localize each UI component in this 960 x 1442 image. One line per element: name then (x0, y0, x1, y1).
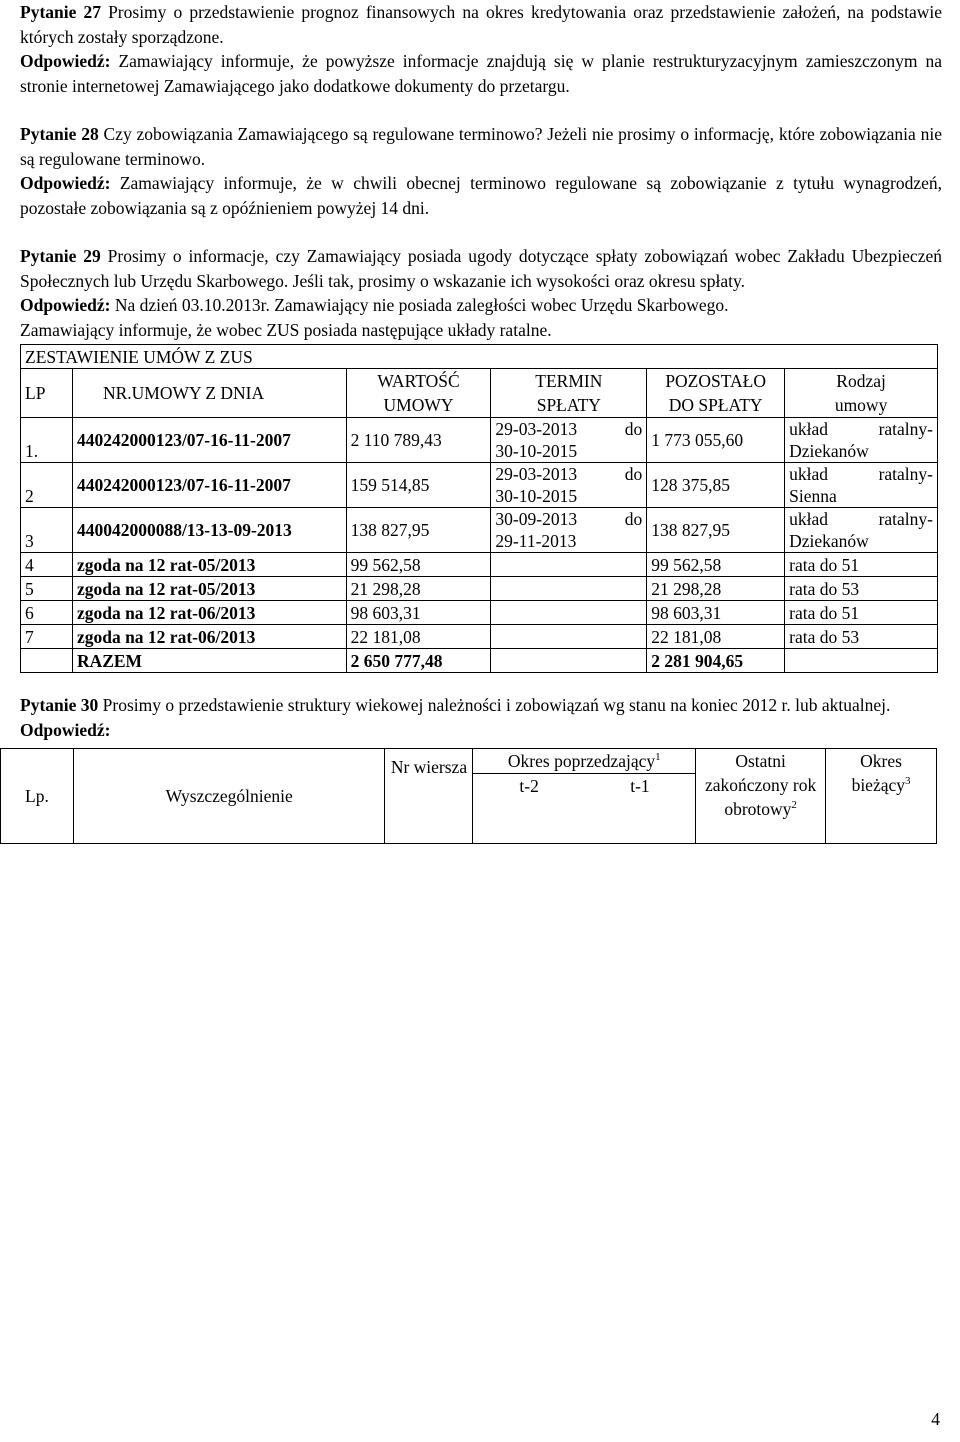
col-header-t1: t-1 (585, 774, 696, 844)
question-28-label: Pytanie 28 (20, 124, 99, 144)
question-28 (20, 122, 942, 171)
row-termin: 30-09-2013 do 29-11-2013 (491, 508, 647, 553)
row-rodzaj: układ ratalny- Dziekanów (785, 418, 938, 463)
zus-table-title: ZESTAWIENIE UMÓW Z ZUS (21, 345, 938, 369)
table-row (21, 553, 938, 577)
page-number: 4 (931, 1409, 940, 1429)
col-header-pozostalo: POZOSTAŁO DO SPŁATY (647, 369, 785, 418)
row-wartosc: 138 827,95 (346, 508, 491, 553)
row-lp: 2 (21, 463, 73, 508)
row-rodzaj: rata do 53 (785, 625, 938, 649)
row-rodzaj: rata do 51 (785, 601, 938, 625)
row-pozostalo: 1 773 055,60 (647, 418, 785, 463)
row-rodzaj: układ ratalny- Sienna (785, 463, 938, 508)
row-pozostalo: 128 375,85 (647, 463, 785, 508)
row-lp: 4 (21, 553, 73, 577)
zus-agreements-table (20, 344, 938, 673)
age-structure-table (0, 748, 937, 844)
row-termin (491, 553, 647, 577)
col-header-lp: Lp. (1, 749, 74, 844)
col-header-rodzaj: Rodzaj umowy (785, 369, 938, 418)
answer-29 (20, 293, 942, 318)
question-27 (20, 0, 942, 49)
row-termin (491, 577, 647, 601)
answer-28 (20, 171, 942, 220)
row-wartosc: 98 603,31 (346, 601, 491, 625)
answer-29-line2: Zamawiający informuje, że wobec ZUS posiada następujące układy ratalne. (20, 319, 552, 340)
row-termin: 29-03-2013 do 30-10-2015 (491, 418, 647, 463)
row-rodzaj: układ ratalny- Dziekanów (785, 508, 938, 553)
col-header-nr-wiersza: Nr wiersza (385, 749, 473, 844)
question-30 (20, 693, 942, 718)
answer-29-text: Na dzień 03.10.2013r. Zamawiający nie posiada zaległości wobec Urzędu Skarbowego. (110, 295, 729, 315)
document-page (20, 0, 942, 844)
row-nr-umowy: 440242000123/07-16-11-2007 (72, 418, 346, 463)
row-pozostalo: 22 181,08 (647, 625, 785, 649)
answer-27 (20, 49, 942, 98)
col-header-termin: TERMIN SPŁATY (491, 369, 647, 418)
col-header-t2: t-2 (473, 774, 585, 844)
col-header-okres-poprzedzajacy: Okres poprzedzający$^1$ (473, 749, 696, 774)
row-pozostalo: 138 827,95 (647, 508, 785, 553)
row-wartosc: 21 298,28 (346, 577, 491, 601)
row-lp: 3 (21, 508, 73, 553)
answer-27-label: Odpowiedź: (20, 51, 111, 71)
question-29-label: Pytanie 29 (20, 246, 101, 266)
question-29-text: Prosimy o informacje, czy Zamawiający posiada ugody dotyczące spłaty zobowiązań wobec Zakładu Ubezpieczeń Społecznych lub Urzędu Skarbowego. Jeśli tak, prosimy o wskazanie ich wysokości oraz okresu spłaty. (20, 246, 942, 291)
row-pozostalo: 98 603,31 (647, 601, 785, 625)
answer-30 (20, 718, 942, 743)
question-30-text: Prosimy o przedstawienie struktury wiekowej należności i zobowiązań wg stanu na koniec 2012 r. lub aktualnej. (98, 695, 891, 715)
table-row (21, 625, 938, 649)
answer-29-label: Odpowiedź: (20, 295, 111, 315)
row-wartosc: 159 514,85 (346, 463, 491, 508)
col-header-okres-biezacy: Okres bieżący$^3$ (826, 749, 937, 844)
col-header-wartosc: WARTOŚĆ UMOWY (346, 369, 491, 418)
row-termin (491, 625, 647, 649)
row-nr-umowy: zgoda na 12 rat-06/2013 (72, 625, 346, 649)
row-termin (491, 601, 647, 625)
row-lp: 1. (21, 418, 73, 463)
row-wartosc: 99 562,58 (346, 553, 491, 577)
row-nr-umowy: zgoda na 12 rat-05/2013 (72, 577, 346, 601)
table-row (21, 508, 938, 553)
table-row (21, 601, 938, 625)
answer-30-label: Odpowiedź: (20, 719, 111, 740)
row-lp: 6 (21, 601, 73, 625)
question-27-label: Pytanie 27 (20, 2, 101, 22)
answer-28-text: Zamawiający informuje, że w chwili obecnej terminowo regulowane są zobowiązanie z tytułu wynagrodzeń, pozostałe zobowiązania są z opóźnieniem powyżej 14 dni. (20, 173, 942, 218)
question-28-text: Czy zobowiązania Zamawiającego są regulowane terminowo? Jeżeli nie prosimy o informację, które zobowiązania nie są regulowane terminowo. (20, 124, 943, 169)
table-row (21, 418, 938, 463)
row-wartosc: 22 181,08 (346, 625, 491, 649)
col-header-nr-umowy: NR.UMOWY Z DNIA (72, 369, 346, 418)
answer-28-label: Odpowiedź: (20, 173, 111, 193)
answer-27-text: Zamawiający informuje, że powyższe informacje znajdują się w planie restrukturyzacyjnym zamieszczonym na stronie internetowej Zamawiającego jako dodatkowe dokumenty do przetargu. (20, 51, 942, 96)
row-lp: 5 (21, 577, 73, 601)
row-pozostalo: 21 298,28 (647, 577, 785, 601)
table-row (21, 463, 938, 508)
question-27-text: Prosimy o przedstawienie prognoz finansowych na okres kredytowania oraz przedstawienie założeń, na podstawie których zostały sporządzone. (20, 2, 942, 47)
col-header-ostatni-rok: Ostatni zakończony rok obrotowy$^2$ (696, 749, 826, 844)
question-29 (20, 244, 942, 293)
question-30-label: Pytanie 30 (20, 695, 99, 715)
row-lp: 7 (21, 625, 73, 649)
table-row (21, 577, 938, 601)
row-pozostalo: 99 562,58 (647, 553, 785, 577)
row-wartosc: 2 110 789,43 (346, 418, 491, 463)
total-row (21, 649, 938, 673)
row-rodzaj: rata do 51 (785, 553, 938, 577)
row-nr-umowy: 440042000088/13-13-09-2013 (72, 508, 346, 553)
row-termin: 29-03-2013 do 30-10-2015 (491, 463, 647, 508)
total-label: RAZEM (72, 649, 346, 673)
row-nr-umowy: zgoda na 12 rat-05/2013 (72, 553, 346, 577)
row-rodzaj: rata do 53 (785, 577, 938, 601)
total-wartosc: 2 650 777,48 (346, 649, 491, 673)
total-pozostalo: 2 281 904,65 (647, 649, 785, 673)
col-header-wyszczegolnienie: Wyszczególnienie (73, 749, 385, 844)
row-nr-umowy: zgoda na 12 rat-06/2013 (72, 601, 346, 625)
col-header-lp: LP (21, 369, 73, 418)
row-nr-umowy: 440242000123/07-16-11-2007 (72, 463, 346, 508)
